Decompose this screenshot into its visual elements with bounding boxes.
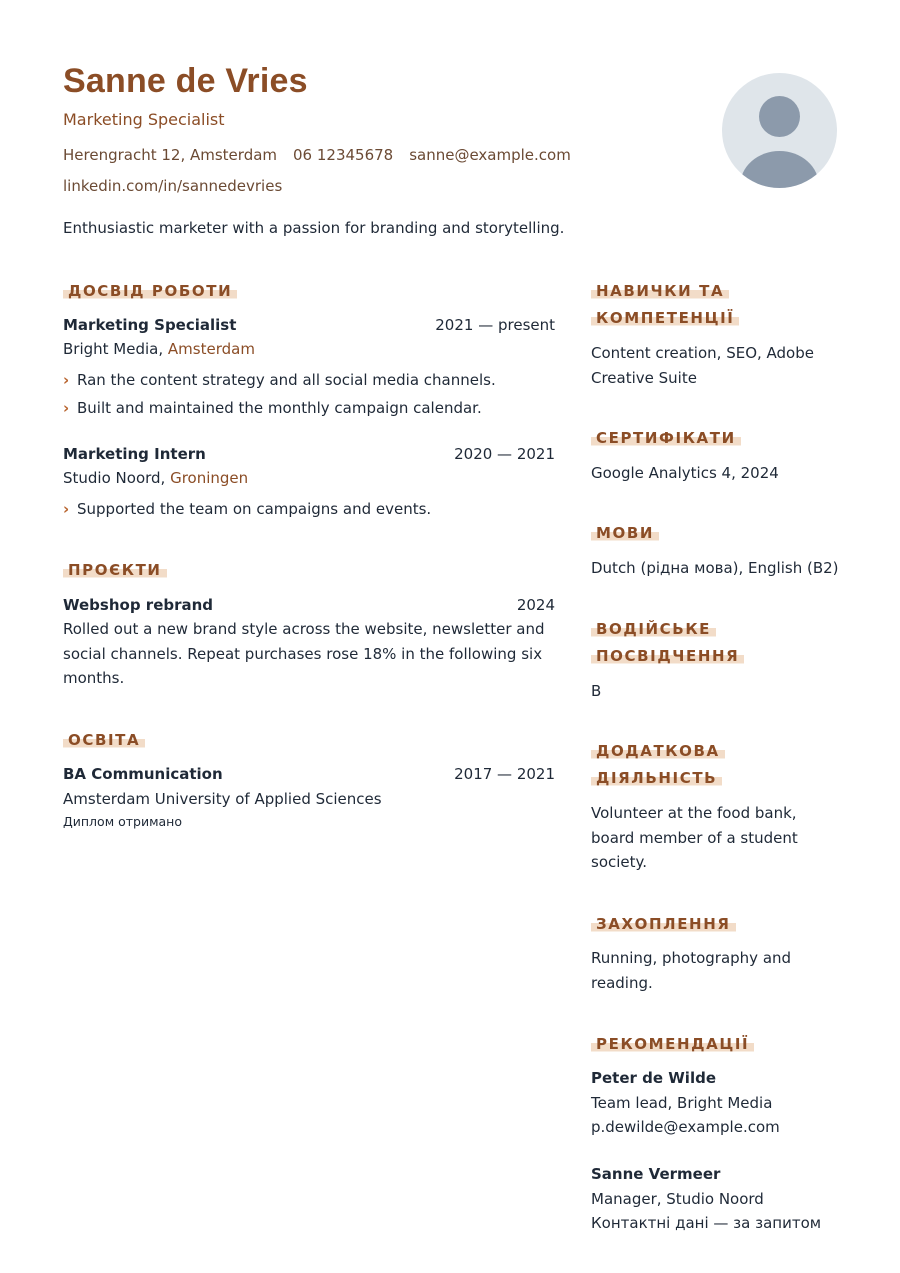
reference-entry <box>591 1066 846 1140</box>
summary: Enthusiastic marketer with a passion for branding and storytelling. <box>63 219 565 237</box>
languages-heading: МОВИ <box>591 520 659 547</box>
education-note: Диплом отримано <box>63 814 183 829</box>
skills-heading: НАВИЧКИ ТА КОМПЕТЕНЦІЇ <box>591 278 751 332</box>
job-company: Bright Media, Amsterdam <box>63 340 255 358</box>
reference-role: Team lead, Bright Media <box>591 1093 773 1112</box>
job-title: Marketing Specialist <box>63 110 225 129</box>
job-bullet: › Built and maintained the monthly campaign calendar. <box>63 399 482 417</box>
project-name: Webshop rebrand <box>63 596 214 614</box>
references-heading: РЕКОМЕНДАЦІЇ <box>591 1031 754 1058</box>
skills-text: Content creation, SEO, Adobe Creative Suite <box>591 344 814 387</box>
contact-line <box>63 146 571 164</box>
activities-text: Volunteer at the food bank, board member of a student society. <box>591 804 798 871</box>
job-company: Studio Noord, Groningen <box>63 469 249 487</box>
project-entry <box>63 595 555 691</box>
job-entry <box>63 315 555 418</box>
reference-entry <box>591 1162 846 1236</box>
reference-role: Manager, Studio Noord <box>591 1189 764 1208</box>
job-bullet: › Ran the content strategy and all social media channels. <box>63 371 496 389</box>
job-dates: 2020 — 2021 <box>454 445 555 463</box>
job-dates: 2021 — present <box>435 316 555 334</box>
email[interactable]: sanne@example.com <box>409 146 571 164</box>
reference-contact: Контактні дані — за запитом <box>591 1214 822 1232</box>
avatar-head <box>759 96 800 137</box>
hobbies-text: Running, photography and reading. <box>591 949 792 992</box>
projects-heading: ПРОЄКТИ <box>63 557 167 584</box>
project-description: Rolled out a new brand style across the website, newsletter and social channels. Repeat purchases rose 18% in the following six months. <box>63 620 545 687</box>
reference-name: Sanne Vermeer <box>591 1165 721 1183</box>
school: Amsterdam University of Applied Sciences <box>63 790 382 808</box>
phone: 06 12345678 <box>293 146 394 164</box>
certificates-text: Google Analytics 4, 2024 <box>591 464 779 482</box>
reference-name: Peter de Wilde <box>591 1069 717 1087</box>
user-avatar-icon <box>722 73 837 188</box>
avatar-body <box>740 151 819 188</box>
job-role: Marketing Intern <box>63 445 206 463</box>
certificates-heading: СЕРТИФІКАТИ <box>591 425 741 452</box>
linkedin-link[interactable]: linkedin.com/in/sannedevries <box>63 177 283 195</box>
education-entry <box>63 764 555 829</box>
license-text: B <box>591 682 602 700</box>
activities-heading: ДОДАТКОВА ДІЯЛЬНІСТЬ <box>591 738 741 792</box>
hobbies-heading: ЗАХОПЛЕННЯ <box>591 911 736 938</box>
experience-heading: ДОСВІД РОБОТИ <box>63 278 237 305</box>
candidate-name: Sanne de Vries <box>63 62 308 100</box>
job-entry <box>63 444 555 519</box>
degree: BA Communication <box>63 765 223 783</box>
reference-contact[interactable]: p.dewilde@example.com <box>591 1118 780 1136</box>
project-year: 2024 <box>516 596 555 614</box>
address: Herengracht 12, Amsterdam <box>63 146 278 164</box>
education-dates: 2017 — 2021 <box>454 765 555 783</box>
languages-text: Dutch (рідна мова), English (B2) <box>591 559 839 577</box>
education-heading: ОСВІТА <box>63 727 145 754</box>
job-role: Marketing Specialist <box>63 316 237 334</box>
license-heading: ВОДІЙСЬКЕ ПОСВІДЧЕННЯ <box>591 616 761 670</box>
job-bullet: › Supported the team on campaigns and events. <box>63 500 432 518</box>
